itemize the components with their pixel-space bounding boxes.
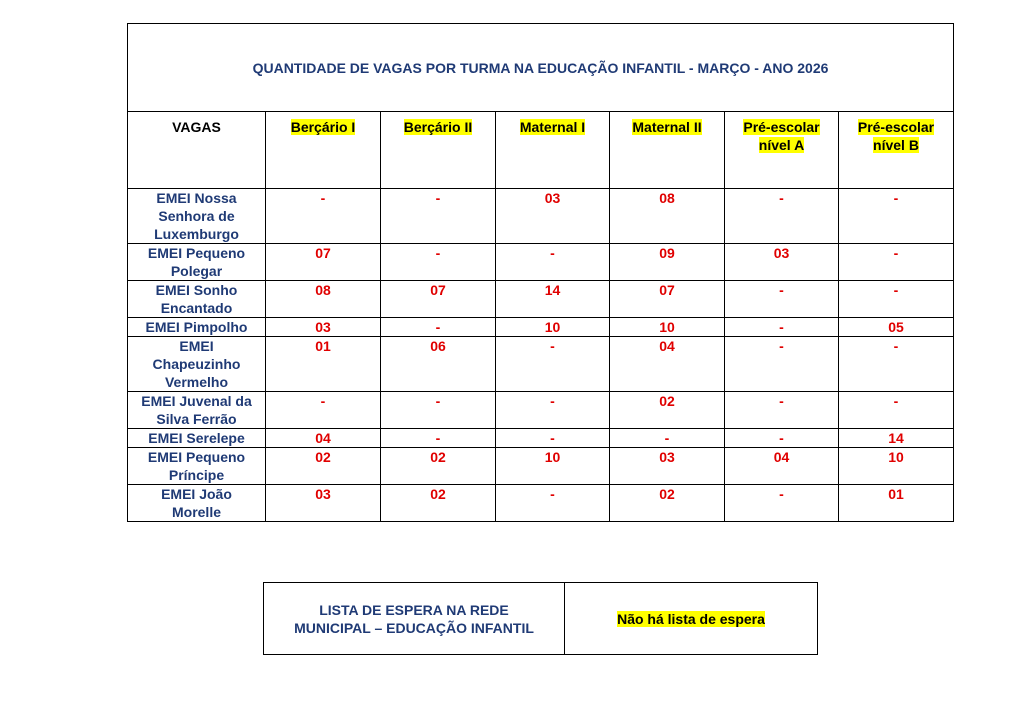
header-maternal-2: Maternal II [610, 112, 725, 189]
header-pre-escolar-b: Pré-escolar nível B [839, 112, 954, 189]
vacancy-maternal-2: 02 [610, 485, 725, 522]
vacancy-table [127, 23, 954, 522]
school-name: EMEI Pequeno Príncipe [128, 448, 266, 485]
vacancy-maternal-2: 07 [610, 281, 725, 318]
table-title: QUANTIDADE DE VAGAS POR TURMA NA EDUCAÇÃO INFANTIL - MARÇO - ANO 2026 [128, 24, 954, 112]
table-row [128, 281, 954, 318]
vacancy-maternal-2: 03 [610, 448, 725, 485]
vacancy-pre-escolar-a: - [725, 318, 839, 337]
vacancy-bercario-2: 02 [381, 485, 496, 522]
header-bercario-1: Berçário I [266, 112, 381, 189]
vacancy-maternal-1: - [496, 244, 610, 281]
vacancy-maternal-1: - [496, 392, 610, 429]
vacancy-maternal-2: - [610, 429, 725, 448]
vacancy-bercario-1: - [266, 189, 381, 244]
vacancy-pre-escolar-a: 03 [725, 244, 839, 281]
school-name: EMEI Pimpolho [128, 318, 266, 337]
vacancy-bercario-1: 03 [266, 318, 381, 337]
table-row [128, 318, 954, 337]
vacancy-maternal-1: 10 [496, 318, 610, 337]
vacancy-pre-escolar-b: 10 [839, 448, 954, 485]
vacancy-maternal-2: 09 [610, 244, 725, 281]
school-name: EMEI Pequeno Polegar [128, 244, 266, 281]
header-row [128, 112, 954, 189]
waitlist-label: LISTA DE ESPERA NA REDE MUNICIPAL – EDUCAÇÃO INFANTIL [264, 583, 565, 655]
table-row [128, 337, 954, 392]
vacancy-pre-escolar-a: - [725, 392, 839, 429]
school-name: EMEI João Morelle [128, 485, 266, 522]
vacancy-bercario-2: - [381, 429, 496, 448]
header-pre-escolar-a: Pré-escolar nível A [725, 112, 839, 189]
vacancy-maternal-2: 02 [610, 392, 725, 429]
vacancy-pre-escolar-a: - [725, 485, 839, 522]
school-name: EMEI Sonho Encantado [128, 281, 266, 318]
vacancy-maternal-2: 04 [610, 337, 725, 392]
header-bercario-2: Berçário II [381, 112, 496, 189]
vacancy-maternal-1: 03 [496, 189, 610, 244]
vacancy-bercario-1: 08 [266, 281, 381, 318]
vacancy-bercario-2: - [381, 189, 496, 244]
vacancy-bercario-1: 01 [266, 337, 381, 392]
vacancy-pre-escolar-a: - [725, 189, 839, 244]
vacancy-pre-escolar-a: - [725, 337, 839, 392]
vacancy-bercario-1: 03 [266, 485, 381, 522]
school-name: EMEI Serelepe [128, 429, 266, 448]
vacancy-bercario-1: 04 [266, 429, 381, 448]
vacancy-maternal-1: 10 [496, 448, 610, 485]
vacancy-pre-escolar-b: 05 [839, 318, 954, 337]
vacancy-pre-escolar-b: - [839, 392, 954, 429]
vacancy-pre-escolar-a: - [725, 429, 839, 448]
school-name: EMEI Juvenal da Silva Ferrão [128, 392, 266, 429]
waitlist-table [263, 582, 818, 655]
vacancy-bercario-1: - [266, 392, 381, 429]
table-row [128, 392, 954, 429]
vacancy-bercario-1: 02 [266, 448, 381, 485]
header-vagas: VAGAS [128, 112, 266, 189]
vacancy-pre-escolar-b: 01 [839, 485, 954, 522]
table-row [128, 189, 954, 244]
vacancy-bercario-2: - [381, 392, 496, 429]
vacancy-pre-escolar-b: - [839, 189, 954, 244]
vacancy-maternal-1: - [496, 337, 610, 392]
table-row [128, 485, 954, 522]
vacancy-bercario-2: - [381, 244, 496, 281]
vacancy-pre-escolar-b: 14 [839, 429, 954, 448]
vacancy-bercario-2: - [381, 318, 496, 337]
table-row [128, 429, 954, 448]
vacancy-bercario-2: 02 [381, 448, 496, 485]
vacancy-bercario-1: 07 [266, 244, 381, 281]
vacancy-maternal-1: - [496, 485, 610, 522]
school-name: EMEI Nossa Senhora de Luxemburgo [128, 189, 266, 244]
table-row [128, 244, 954, 281]
vacancy-bercario-2: 07 [381, 281, 496, 318]
vacancy-maternal-1: - [496, 429, 610, 448]
vacancy-pre-escolar-b: - [839, 337, 954, 392]
waitlist-value: Não há lista de espera [565, 583, 818, 655]
vacancy-pre-escolar-b: - [839, 281, 954, 318]
vacancy-maternal-2: 10 [610, 318, 725, 337]
school-name: EMEI Chapeuzinho Vermelho [128, 337, 266, 392]
vacancy-bercario-2: 06 [381, 337, 496, 392]
vacancy-pre-escolar-b: - [839, 244, 954, 281]
vacancy-pre-escolar-a: - [725, 281, 839, 318]
header-maternal-1: Maternal I [496, 112, 610, 189]
table-row [128, 448, 954, 485]
vacancy-pre-escolar-a: 04 [725, 448, 839, 485]
vacancy-maternal-2: 08 [610, 189, 725, 244]
vacancy-maternal-1: 14 [496, 281, 610, 318]
